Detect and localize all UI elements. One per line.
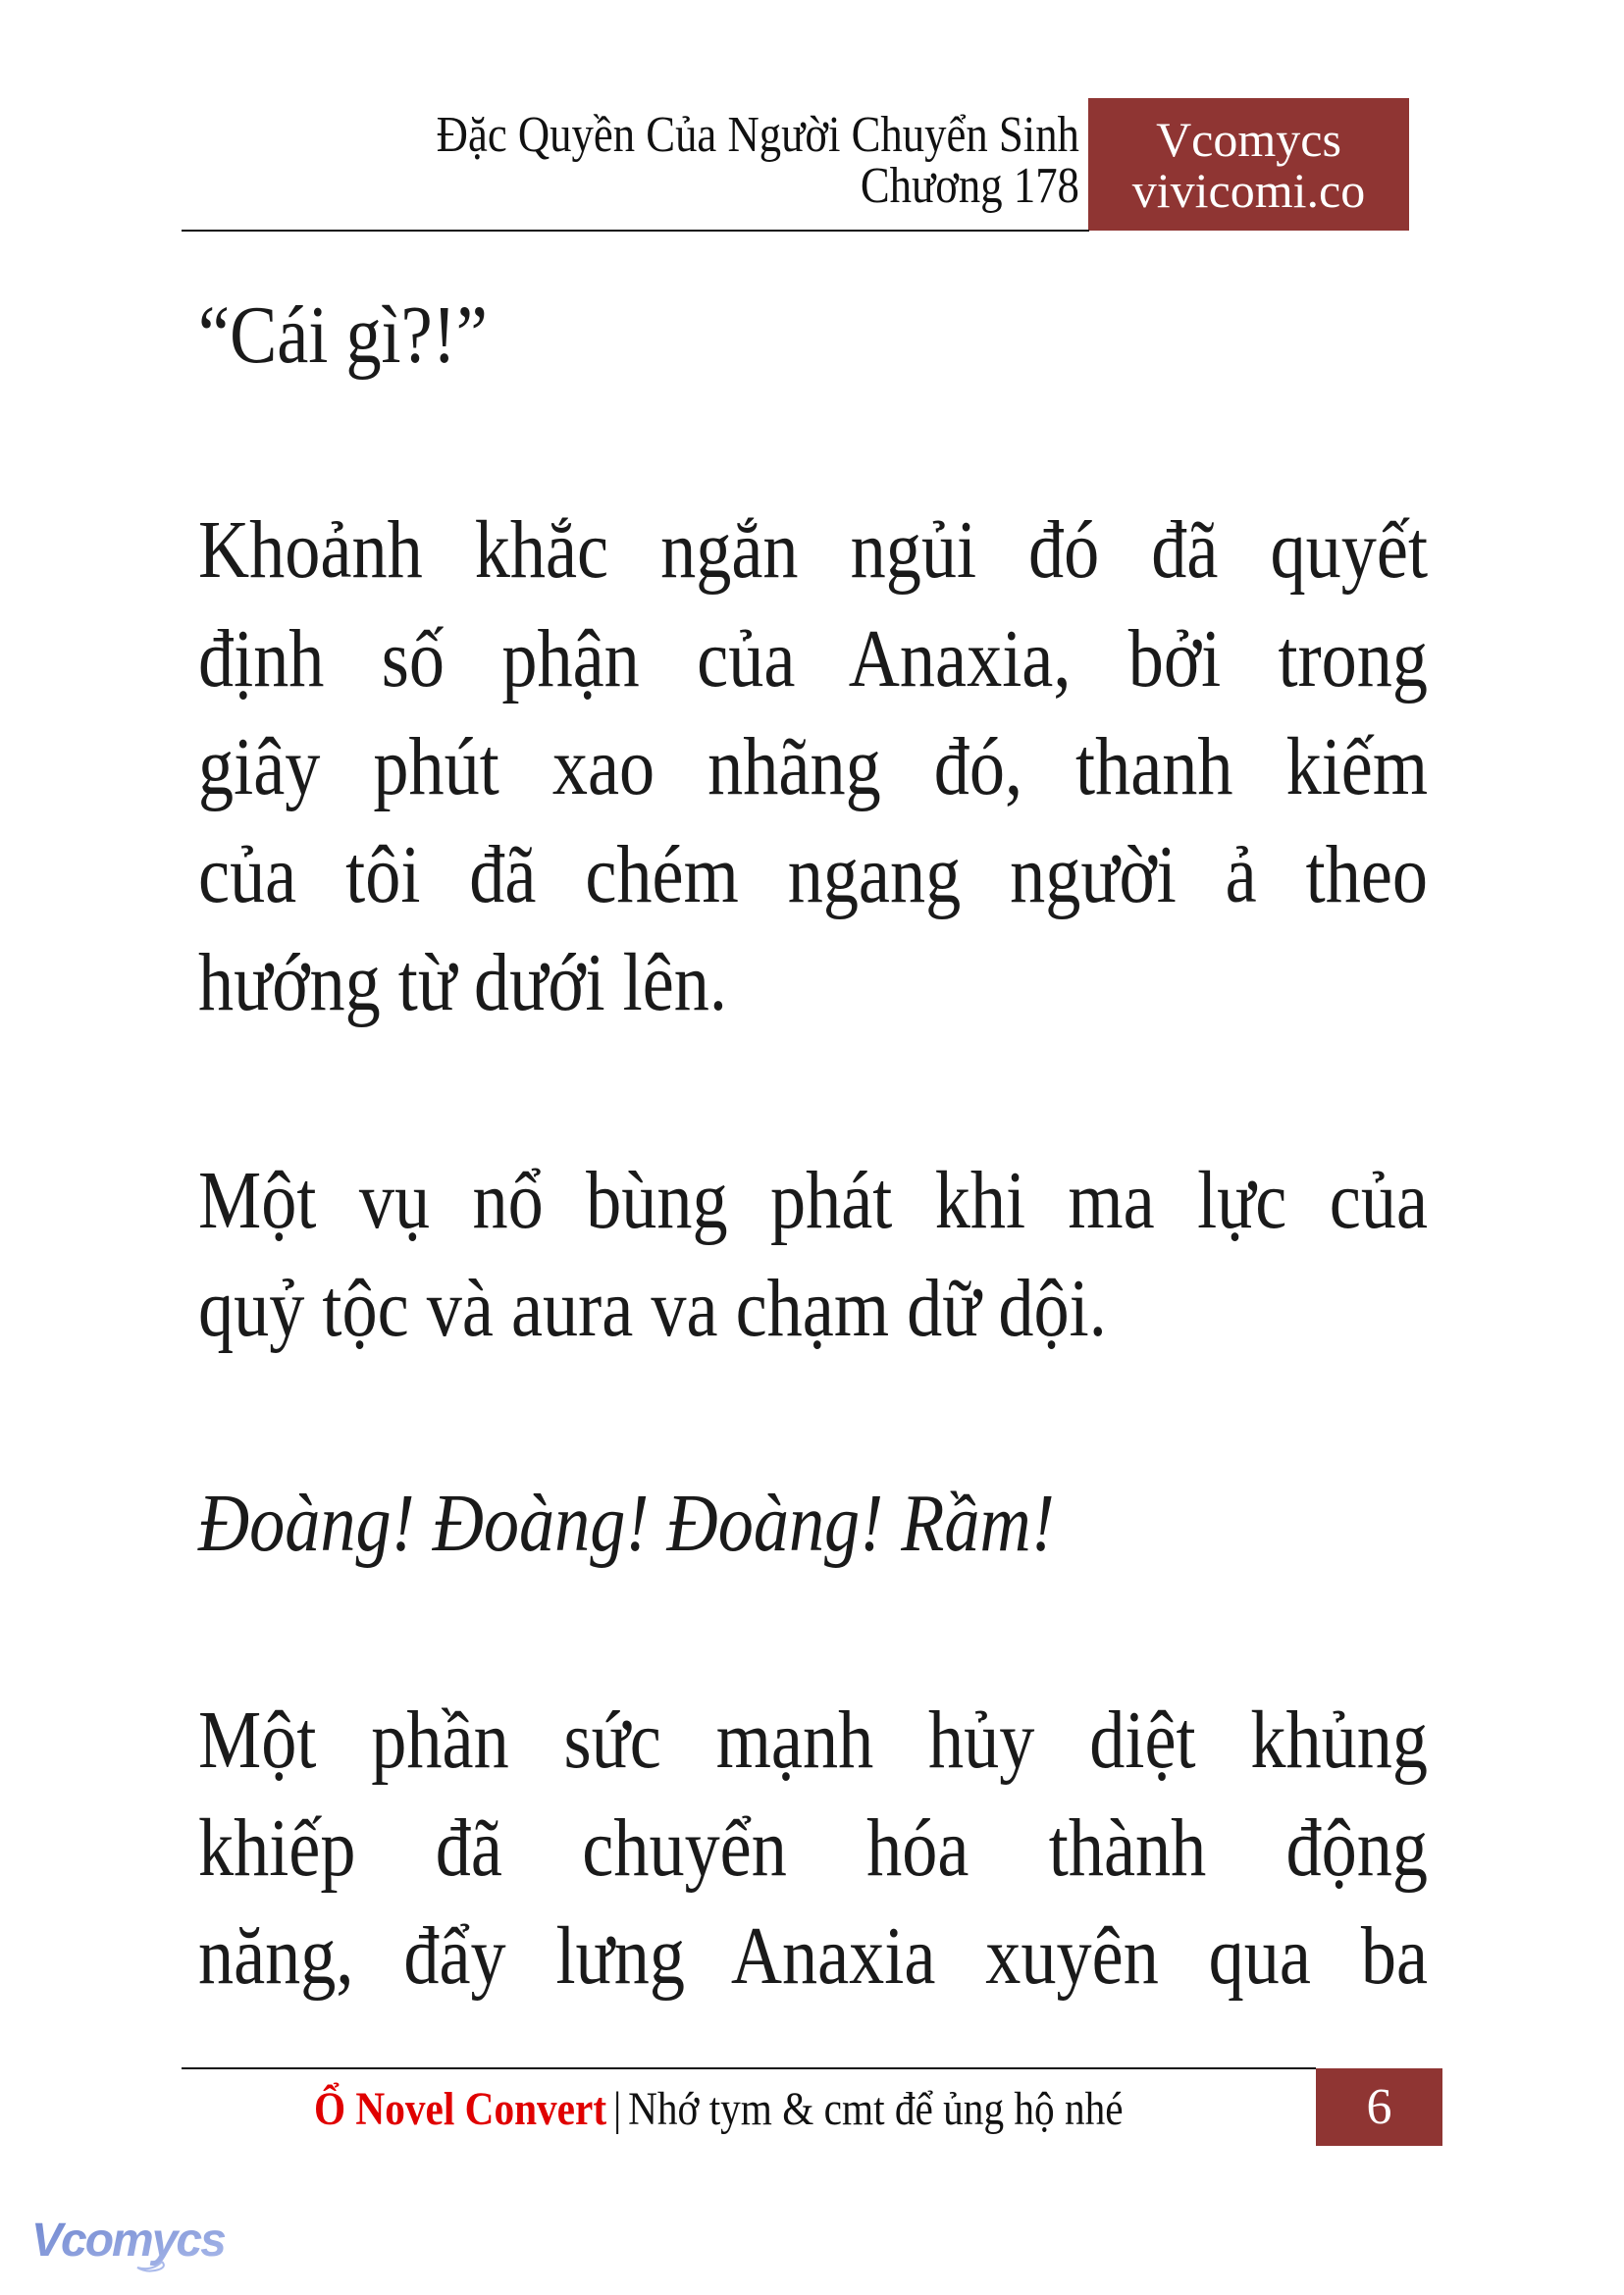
paragraph-line: năng, đẩy lưng Anaxia xuyên qua ba — [198, 1910, 1429, 2002]
paragraph-line: giây phút xao nhãng đó, thanh kiếm — [198, 721, 1429, 812]
header-divider — [182, 230, 1089, 232]
paragraph-line: Khoảnh khắc ngắn ngủi đó đã quyết — [198, 504, 1429, 596]
vcomycs-logo-icon — [29, 2213, 245, 2276]
header-title — [332, 107, 1079, 214]
paragraph-line: quỷ tộc và aura va chạm dữ dội. — [198, 1263, 1107, 1354]
footer-separator: | — [612, 2083, 622, 2135]
brand-site: vivicomi.co — [1131, 163, 1366, 218]
brand-name: Vcomycs — [1156, 112, 1341, 167]
paragraph-line: Một phần sức mạnh hủy diệt khủng — [198, 1695, 1429, 1786]
page-number: 6 — [1316, 2068, 1442, 2146]
chapter-label: Chương 178 — [860, 158, 1079, 214]
paragraph-line: của tôi đã chém ngang người ả theo — [198, 829, 1429, 920]
paragraph-line: hướng từ dưới lên. — [198, 937, 727, 1028]
header-brand-box — [1088, 98, 1409, 231]
paragraph-line: Một vụ nổ bùng phát khi ma lực của — [198, 1155, 1429, 1246]
paragraph-line: khiếp đã chuyển hóa thành động — [198, 1802, 1429, 1894]
footer-text — [314, 2084, 1124, 2135]
paragraph-line: định số phận của Anaxia, bởi trong — [198, 613, 1429, 704]
footer-note: Nhớ tym & cmt để ủng hộ nhé — [628, 2083, 1124, 2135]
book-title: Đặc Quyền Của Người Chuyển Sinh — [436, 107, 1079, 163]
svg-text:Vcomycs: Vcomycs — [31, 2215, 225, 2267]
sound-effect-line: Đoàng! Đoàng! Đoàng! Rầm! — [198, 1478, 1055, 1569]
footer-divider — [182, 2067, 1316, 2069]
paragraph-line: “Cái gì?!” — [198, 289, 488, 381]
footer-brand: Ổ Novel Convert — [314, 2083, 607, 2135]
